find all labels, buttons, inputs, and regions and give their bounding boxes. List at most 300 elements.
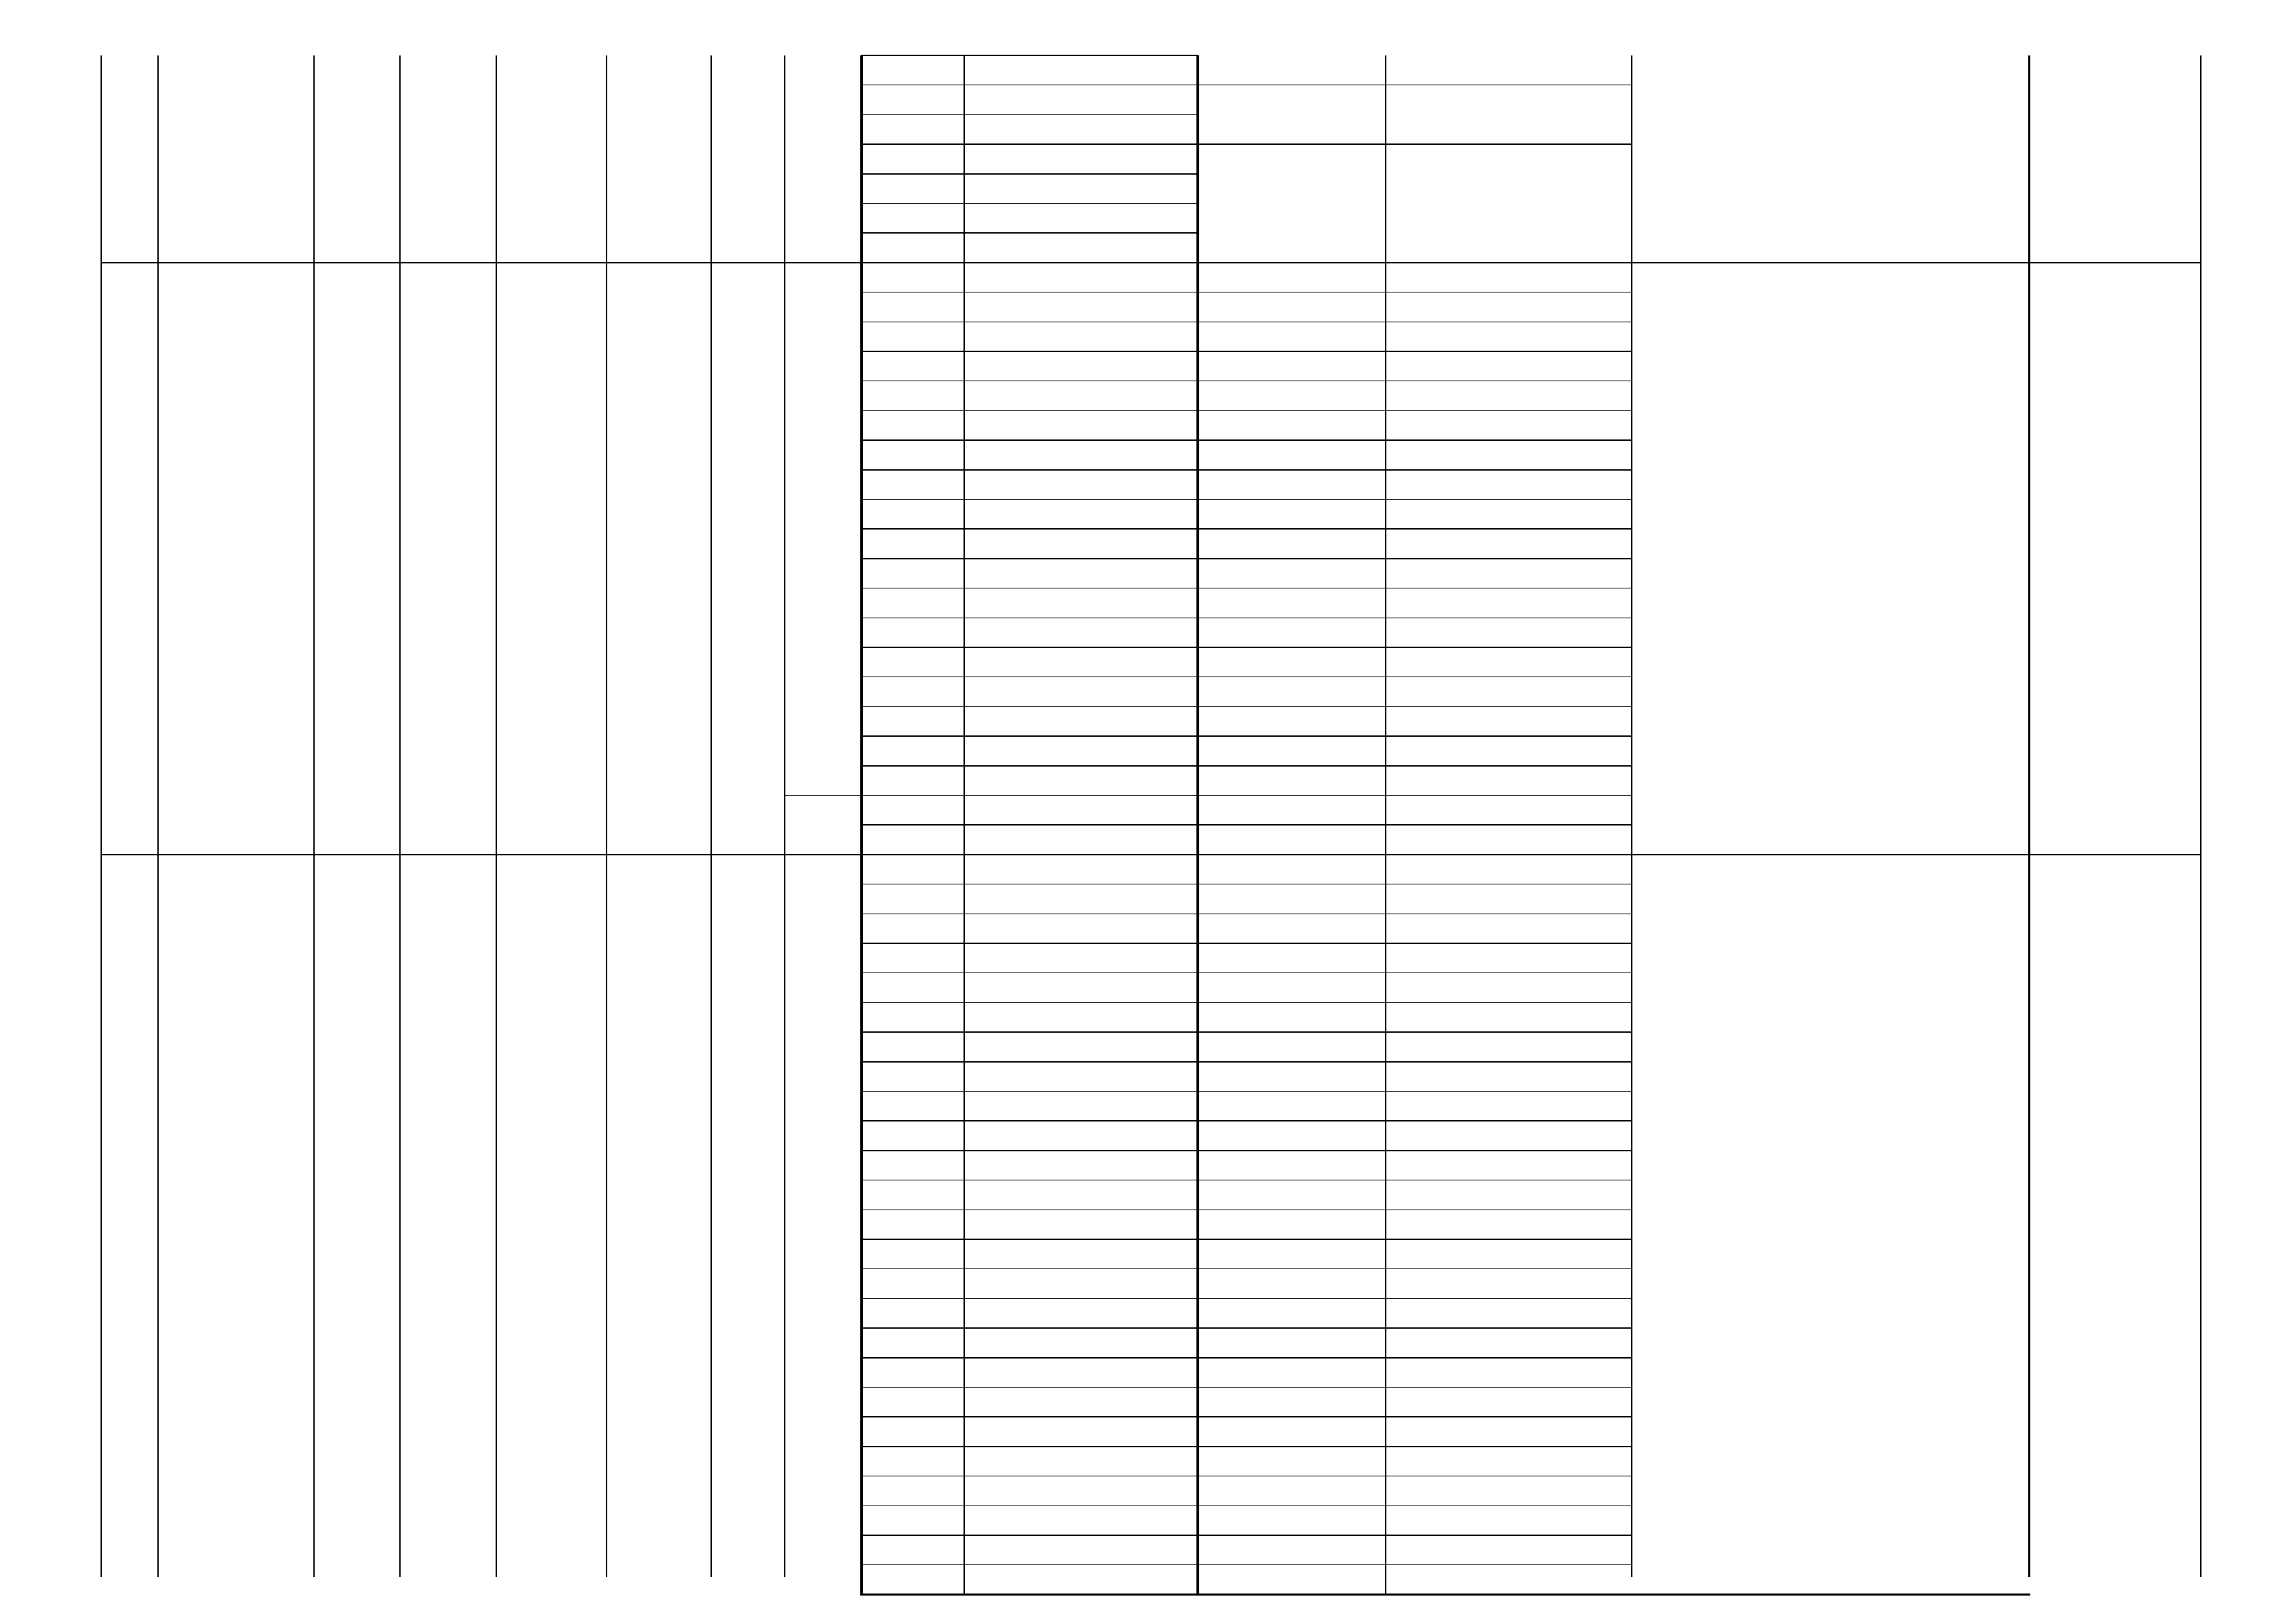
row-divider: [1198, 1564, 1632, 1566]
base-major-cell: [964, 1239, 1198, 1269]
column-divider: [399, 55, 401, 1577]
base-major-cell: [964, 1388, 1198, 1417]
partner-school-cell: [1198, 351, 1386, 381]
school-form-cell: [711, 263, 785, 855]
row-divider: [861, 1387, 1198, 1388]
partner-school-cell: [1198, 588, 1386, 618]
partner-address-cell: [1386, 351, 1632, 381]
base-major-cell: [964, 1210, 1198, 1239]
row-divider: [861, 1564, 1198, 1566]
row-divider: [861, 676, 1198, 678]
row-divider: [1198, 647, 1632, 648]
partner-school-cell: [1198, 470, 1386, 500]
base-major-cell: [964, 293, 1198, 322]
base-major-cell: [964, 1092, 1198, 1121]
partner-address-cell: [1386, 1062, 1632, 1092]
row-divider: [1198, 914, 1632, 915]
base-major-cell: [964, 529, 1198, 559]
partner-school-cell: [1198, 1121, 1386, 1151]
base-major-cell: [964, 322, 1198, 351]
partner-address-cell: [1386, 263, 1632, 293]
partner-address-cell: [1386, 1269, 1632, 1299]
partner-school-cell: [1198, 529, 1386, 559]
row-divider: [1198, 1268, 1632, 1270]
column-divider: [496, 55, 497, 1577]
partner-address-cell: [1386, 1535, 1632, 1565]
major-cell: [862, 500, 965, 530]
major-cell: [862, 647, 965, 677]
base-major-cell: [964, 884, 1198, 914]
row-divider: [861, 1002, 1198, 1004]
base-major-cell: [964, 1476, 1198, 1506]
row-divider: [861, 499, 1198, 500]
row-divider: [861, 824, 1198, 826]
partner-school-cell: [1198, 1269, 1386, 1299]
partner-address-cell: [1386, 410, 1632, 440]
major-cell: [862, 55, 965, 85]
base-major-cell: [964, 1417, 1198, 1447]
major-cell: [862, 1151, 965, 1180]
base-major-cell: [964, 114, 1198, 144]
partner-address-cell: [1386, 1180, 1632, 1210]
partner-school-cell: [1198, 500, 1386, 530]
base-major-cell: [964, 233, 1198, 263]
major-cell: [862, 973, 965, 1003]
row-divider: [861, 203, 1198, 204]
partner-address-cell: [1386, 1092, 1632, 1121]
row-divider: [1198, 588, 1632, 589]
row-divider: [1198, 558, 1632, 559]
major-cell: [862, 1476, 965, 1506]
partner-school-cell: [1198, 144, 1386, 263]
partner-address-cell: [1386, 500, 1632, 530]
row-divider: [861, 381, 1198, 382]
row-divider: [861, 469, 1198, 471]
partner-address-cell: [1386, 1476, 1632, 1506]
major-cell: [862, 1269, 965, 1299]
major-cell: [862, 855, 965, 884]
school-name-cell: [158, 855, 314, 1624]
row-divider: [1198, 618, 1632, 619]
major-cell: [862, 1121, 965, 1151]
major-cell: [862, 588, 965, 618]
row-divider: [1198, 499, 1632, 500]
row-divider: [861, 1298, 1198, 1300]
major-cell: [862, 529, 965, 559]
major-cell: [862, 736, 965, 766]
base-major-cell: [964, 766, 1198, 796]
column-divider: [157, 55, 159, 1577]
partner-school-cell: [1198, 1447, 1386, 1476]
row-divider: [1198, 322, 1632, 323]
major-cell: [862, 381, 965, 411]
row-divider: [861, 232, 1198, 234]
major-cell: [862, 470, 965, 500]
partner-address-cell: [1386, 588, 1632, 618]
partner-address-cell: [1386, 1298, 1632, 1328]
row-divider: [861, 1268, 1198, 1270]
partner-school-cell: [1198, 825, 1386, 855]
row-divider: [861, 972, 1198, 974]
major-cell: [862, 677, 965, 707]
base-major-cell: [964, 1565, 1198, 1595]
major-cell: [862, 85, 965, 115]
base-major-cell: [964, 1121, 1198, 1151]
base-major-cell: [964, 973, 1198, 1003]
partner-address-cell: [1386, 618, 1632, 647]
base-major-cell: [964, 174, 1198, 204]
partner-school-cell: [1198, 1210, 1386, 1239]
partner-school-cell: [1198, 1476, 1386, 1506]
column-divider: [606, 55, 607, 1577]
school-level-cell: [607, 263, 711, 855]
row-divider: [1198, 1446, 1632, 1447]
row-divider: [1198, 765, 1632, 767]
row-divider: [861, 706, 1198, 708]
major-cell: [862, 706, 965, 736]
major-cell: [862, 204, 965, 234]
partner-address-cell: [1386, 559, 1632, 588]
row-divider: [1198, 143, 1632, 145]
column-divider: [1196, 55, 1199, 1594]
partner-address-cell: [1386, 973, 1632, 1003]
partner-school-cell: [1198, 1239, 1386, 1269]
mode-cell: [785, 855, 862, 1624]
row-divider: [1198, 824, 1632, 826]
row-divider: [861, 795, 1198, 796]
partner-school-cell: [1198, 618, 1386, 647]
row-divider: [861, 1180, 1198, 1181]
row-divider: [1198, 292, 1632, 293]
partner-address-cell: [1386, 1505, 1632, 1535]
column-divider: [2028, 55, 2030, 1577]
partner-school-cell: [1198, 1002, 1386, 1032]
major-cell: [862, 1565, 965, 1595]
base-major-cell: [964, 943, 1198, 973]
row-divider: [1198, 1031, 1632, 1033]
row-divider: [861, 1150, 1198, 1151]
partner-school-cell: [1198, 796, 1386, 826]
major-cell: [862, 1358, 965, 1388]
school-address-cell: [496, 263, 607, 855]
partner-school-cell: [1198, 410, 1386, 440]
table-bottom-border: [860, 1594, 2030, 1596]
school-authority-cell: [400, 263, 496, 855]
column-divider: [1385, 55, 1386, 1594]
partner-school-cell: [1198, 1328, 1386, 1358]
partner-school-cell: [1198, 1388, 1386, 1417]
major-cell: [862, 1062, 965, 1092]
partner-school-cell: [1198, 647, 1386, 677]
base-major-cell: [964, 1328, 1198, 1358]
row-divider: [861, 1535, 1198, 1536]
partner-address-cell: [1386, 1328, 1632, 1358]
row-divider: [861, 1327, 1198, 1329]
partner-address-cell: [1386, 1388, 1632, 1417]
major-cell: [862, 174, 965, 204]
base-major-cell: [964, 1032, 1198, 1062]
school-address-cell: [496, 855, 607, 1624]
base-major-cell: [964, 351, 1198, 381]
base-major-cell: [964, 470, 1198, 500]
partner-address-cell: [1386, 1151, 1632, 1180]
partner-address-cell: [1386, 884, 1632, 914]
row-divider: [861, 351, 1198, 352]
base-major-cell: [964, 736, 1198, 766]
partner-school-cell: [1198, 1180, 1386, 1210]
row-divider: [1198, 943, 1632, 944]
row-divider: [861, 173, 1198, 175]
partner-school-cell: [1198, 381, 1386, 411]
major-cell: [862, 440, 965, 470]
row-divider: [861, 1357, 1198, 1359]
row-divider: [861, 1505, 1198, 1507]
base-major-cell: [964, 796, 1198, 826]
major-cell: [862, 263, 965, 293]
base-major-cell: [964, 706, 1198, 736]
partner-school-cell: [1198, 1092, 1386, 1121]
major-cell: [862, 1298, 965, 1328]
base-major-cell: [964, 1358, 1198, 1388]
major-cell: [862, 1505, 965, 1535]
base-major-cell: [964, 381, 1198, 411]
partner-address-cell: [1386, 440, 1632, 470]
row-divider: [1198, 1180, 1632, 1181]
base-major-cell: [964, 85, 1198, 115]
partner-school-cell: [1198, 85, 1386, 144]
partner-address-cell: [1386, 55, 1632, 85]
row-divider: [861, 588, 1198, 589]
partner-school-cell: [1198, 559, 1386, 588]
school-website-cell: [1632, 263, 2029, 855]
school-nature-cell: [314, 855, 400, 1624]
row-divider: [1198, 1327, 1632, 1329]
row-divider: [861, 1446, 1198, 1447]
row-divider: [1198, 85, 1632, 86]
base-major-cell: [964, 1062, 1198, 1092]
base-major-cell: [964, 618, 1198, 647]
row-divider: [1198, 410, 1632, 412]
row-divider: [861, 114, 1198, 116]
row-divider: [1198, 884, 1632, 885]
school-number-cell: [101, 855, 158, 1624]
partner-address-cell: [1386, 796, 1632, 826]
row-divider: [1198, 1298, 1632, 1300]
major-cell: [862, 1092, 965, 1121]
row-divider: [101, 854, 2201, 855]
row-divider: [861, 735, 1198, 737]
row-divider: [861, 1416, 1198, 1417]
column-divider: [710, 55, 712, 1577]
base-major-cell: [964, 440, 1198, 470]
partner-school-cell: [1198, 440, 1386, 470]
partner-address-cell: [1386, 85, 1632, 144]
school-website-cell: [1632, 855, 2029, 1624]
base-major-cell: [964, 588, 1198, 618]
row-divider: [861, 914, 1198, 915]
partner-address-cell: [1386, 144, 1632, 263]
school-authority-cell: [400, 855, 496, 1624]
school-level-cell: [607, 855, 711, 1624]
row-divider: [1198, 381, 1632, 382]
row-divider: [861, 1091, 1198, 1092]
row-divider: [861, 943, 1198, 944]
row-divider: [1198, 1535, 1632, 1536]
row-divider: [861, 1120, 1198, 1121]
column-divider: [860, 55, 863, 1594]
partner-school-cell: [1198, 706, 1386, 736]
row-divider: [861, 618, 1198, 619]
column-divider: [1631, 55, 1632, 1577]
row-divider: [861, 143, 1198, 145]
partner-address-cell: [1386, 1417, 1632, 1447]
column-divider: [101, 55, 102, 1577]
partner-school-cell: [1198, 1032, 1386, 1062]
major-cell: [862, 559, 965, 588]
row-divider: [861, 55, 1198, 56]
row-divider: [861, 884, 1198, 885]
major-cell: [862, 233, 965, 263]
major-cell: [862, 796, 965, 826]
major-cell: [862, 766, 965, 796]
row-divider: [861, 1061, 1198, 1063]
partner-school-cell: [1198, 884, 1386, 914]
row-divider: [861, 558, 1198, 559]
major-cell: [862, 114, 965, 144]
row-divider: [1198, 439, 1632, 441]
base-major-cell: [964, 1298, 1198, 1328]
row-divider: [1198, 469, 1632, 471]
school-nature-cell: [314, 263, 400, 855]
row-divider: [1198, 972, 1632, 974]
partner-school-cell: [1198, 1062, 1386, 1092]
partner-address-cell: [1386, 1565, 1632, 1595]
row-divider: [861, 1476, 1198, 1477]
mode-cell: [785, 263, 862, 796]
partner-school-cell: [1198, 1565, 1386, 1595]
partner-school-cell: [1198, 855, 1386, 884]
major-cell: [862, 884, 965, 914]
major-cell: [862, 825, 965, 855]
major-cell: [862, 410, 965, 440]
row-divider: [861, 410, 1198, 412]
base-major-cell: [964, 1151, 1198, 1180]
column-divider: [2200, 55, 2202, 1577]
partner-school-cell: [1198, 1151, 1386, 1180]
base-major-cell: [964, 1447, 1198, 1476]
major-cell: [862, 1239, 965, 1269]
major-cell: [862, 1180, 965, 1210]
base-major-cell: [964, 559, 1198, 588]
major-cell: [862, 293, 965, 322]
partner-school-cell: [1198, 263, 1386, 293]
partner-school-cell: [1198, 1417, 1386, 1447]
partner-school-cell: [1198, 914, 1386, 943]
row-divider: [1198, 1239, 1632, 1240]
base-major-cell: [964, 855, 1198, 884]
partner-school-cell: [1198, 1358, 1386, 1388]
major-cell: [862, 1388, 965, 1417]
row-divider: [1198, 795, 1632, 796]
partner-address-cell: [1386, 736, 1632, 766]
partner-address-cell: [1386, 647, 1632, 677]
partner-address-cell: [1386, 825, 1632, 855]
column-divider: [313, 55, 315, 1577]
row-divider: [1198, 1357, 1632, 1359]
partner-school-cell: [1198, 1298, 1386, 1328]
partner-address-cell: [1386, 706, 1632, 736]
row-divider: [1198, 735, 1632, 737]
major-cell: [862, 1417, 965, 1447]
partner-address-cell: [1386, 1447, 1632, 1476]
row-divider: [101, 262, 2201, 263]
partner-address-cell: [1386, 943, 1632, 973]
partner-school-cell: [1198, 293, 1386, 322]
partner-address-cell: [1386, 766, 1632, 796]
row-divider: [785, 795, 862, 796]
partner-address-cell: [1386, 381, 1632, 411]
partner-school-cell: [1198, 677, 1386, 707]
major-cell: [862, 1328, 965, 1358]
base-major-cell: [964, 1535, 1198, 1565]
partner-school-cell: [1198, 736, 1386, 766]
partner-address-cell: [1386, 1121, 1632, 1151]
major-cell: [862, 1535, 965, 1565]
partner-address-cell: [1386, 1239, 1632, 1269]
base-major-cell: [964, 55, 1198, 85]
row-divider: [861, 1031, 1198, 1033]
row-divider: [1198, 1505, 1632, 1507]
partner-address-cell: [1386, 914, 1632, 943]
base-major-cell: [964, 263, 1198, 293]
base-major-cell: [964, 647, 1198, 677]
school-number-cell: [101, 263, 158, 855]
school-form-cell: [711, 855, 785, 1624]
major-cell: [862, 1447, 965, 1476]
partner-school-cell: [1198, 1535, 1386, 1565]
base-major-cell: [964, 1002, 1198, 1032]
major-cell: [862, 914, 965, 943]
major-cell: [862, 351, 965, 381]
base-major-cell: [964, 500, 1198, 530]
base-major-cell: [964, 914, 1198, 943]
major-cell: [862, 1210, 965, 1239]
partner-school-cell: [1198, 943, 1386, 973]
row-divider: [1198, 676, 1632, 678]
school-name-cell: [158, 263, 314, 855]
row-divider: [861, 439, 1198, 441]
partner-address-cell: [1386, 470, 1632, 500]
major-cell: [862, 144, 965, 174]
row-divider: [1198, 1061, 1632, 1063]
base-major-cell: [964, 677, 1198, 707]
partner-address-cell: [1386, 293, 1632, 322]
row-divider: [1198, 1091, 1632, 1092]
row-divider: [861, 765, 1198, 767]
row-divider: [1198, 706, 1632, 708]
row-divider: [861, 322, 1198, 323]
base-major-cell: [964, 1180, 1198, 1210]
row-divider: [861, 85, 1198, 86]
row-divider: [1198, 1120, 1632, 1121]
partner-school-cell: [1198, 1505, 1386, 1535]
base-major-cell: [964, 410, 1198, 440]
row-divider: [861, 1239, 1198, 1240]
row-divider: [1198, 1416, 1632, 1417]
row-divider: [861, 528, 1198, 530]
row-divider: [1198, 1150, 1632, 1151]
row-divider: [1198, 1002, 1632, 1004]
